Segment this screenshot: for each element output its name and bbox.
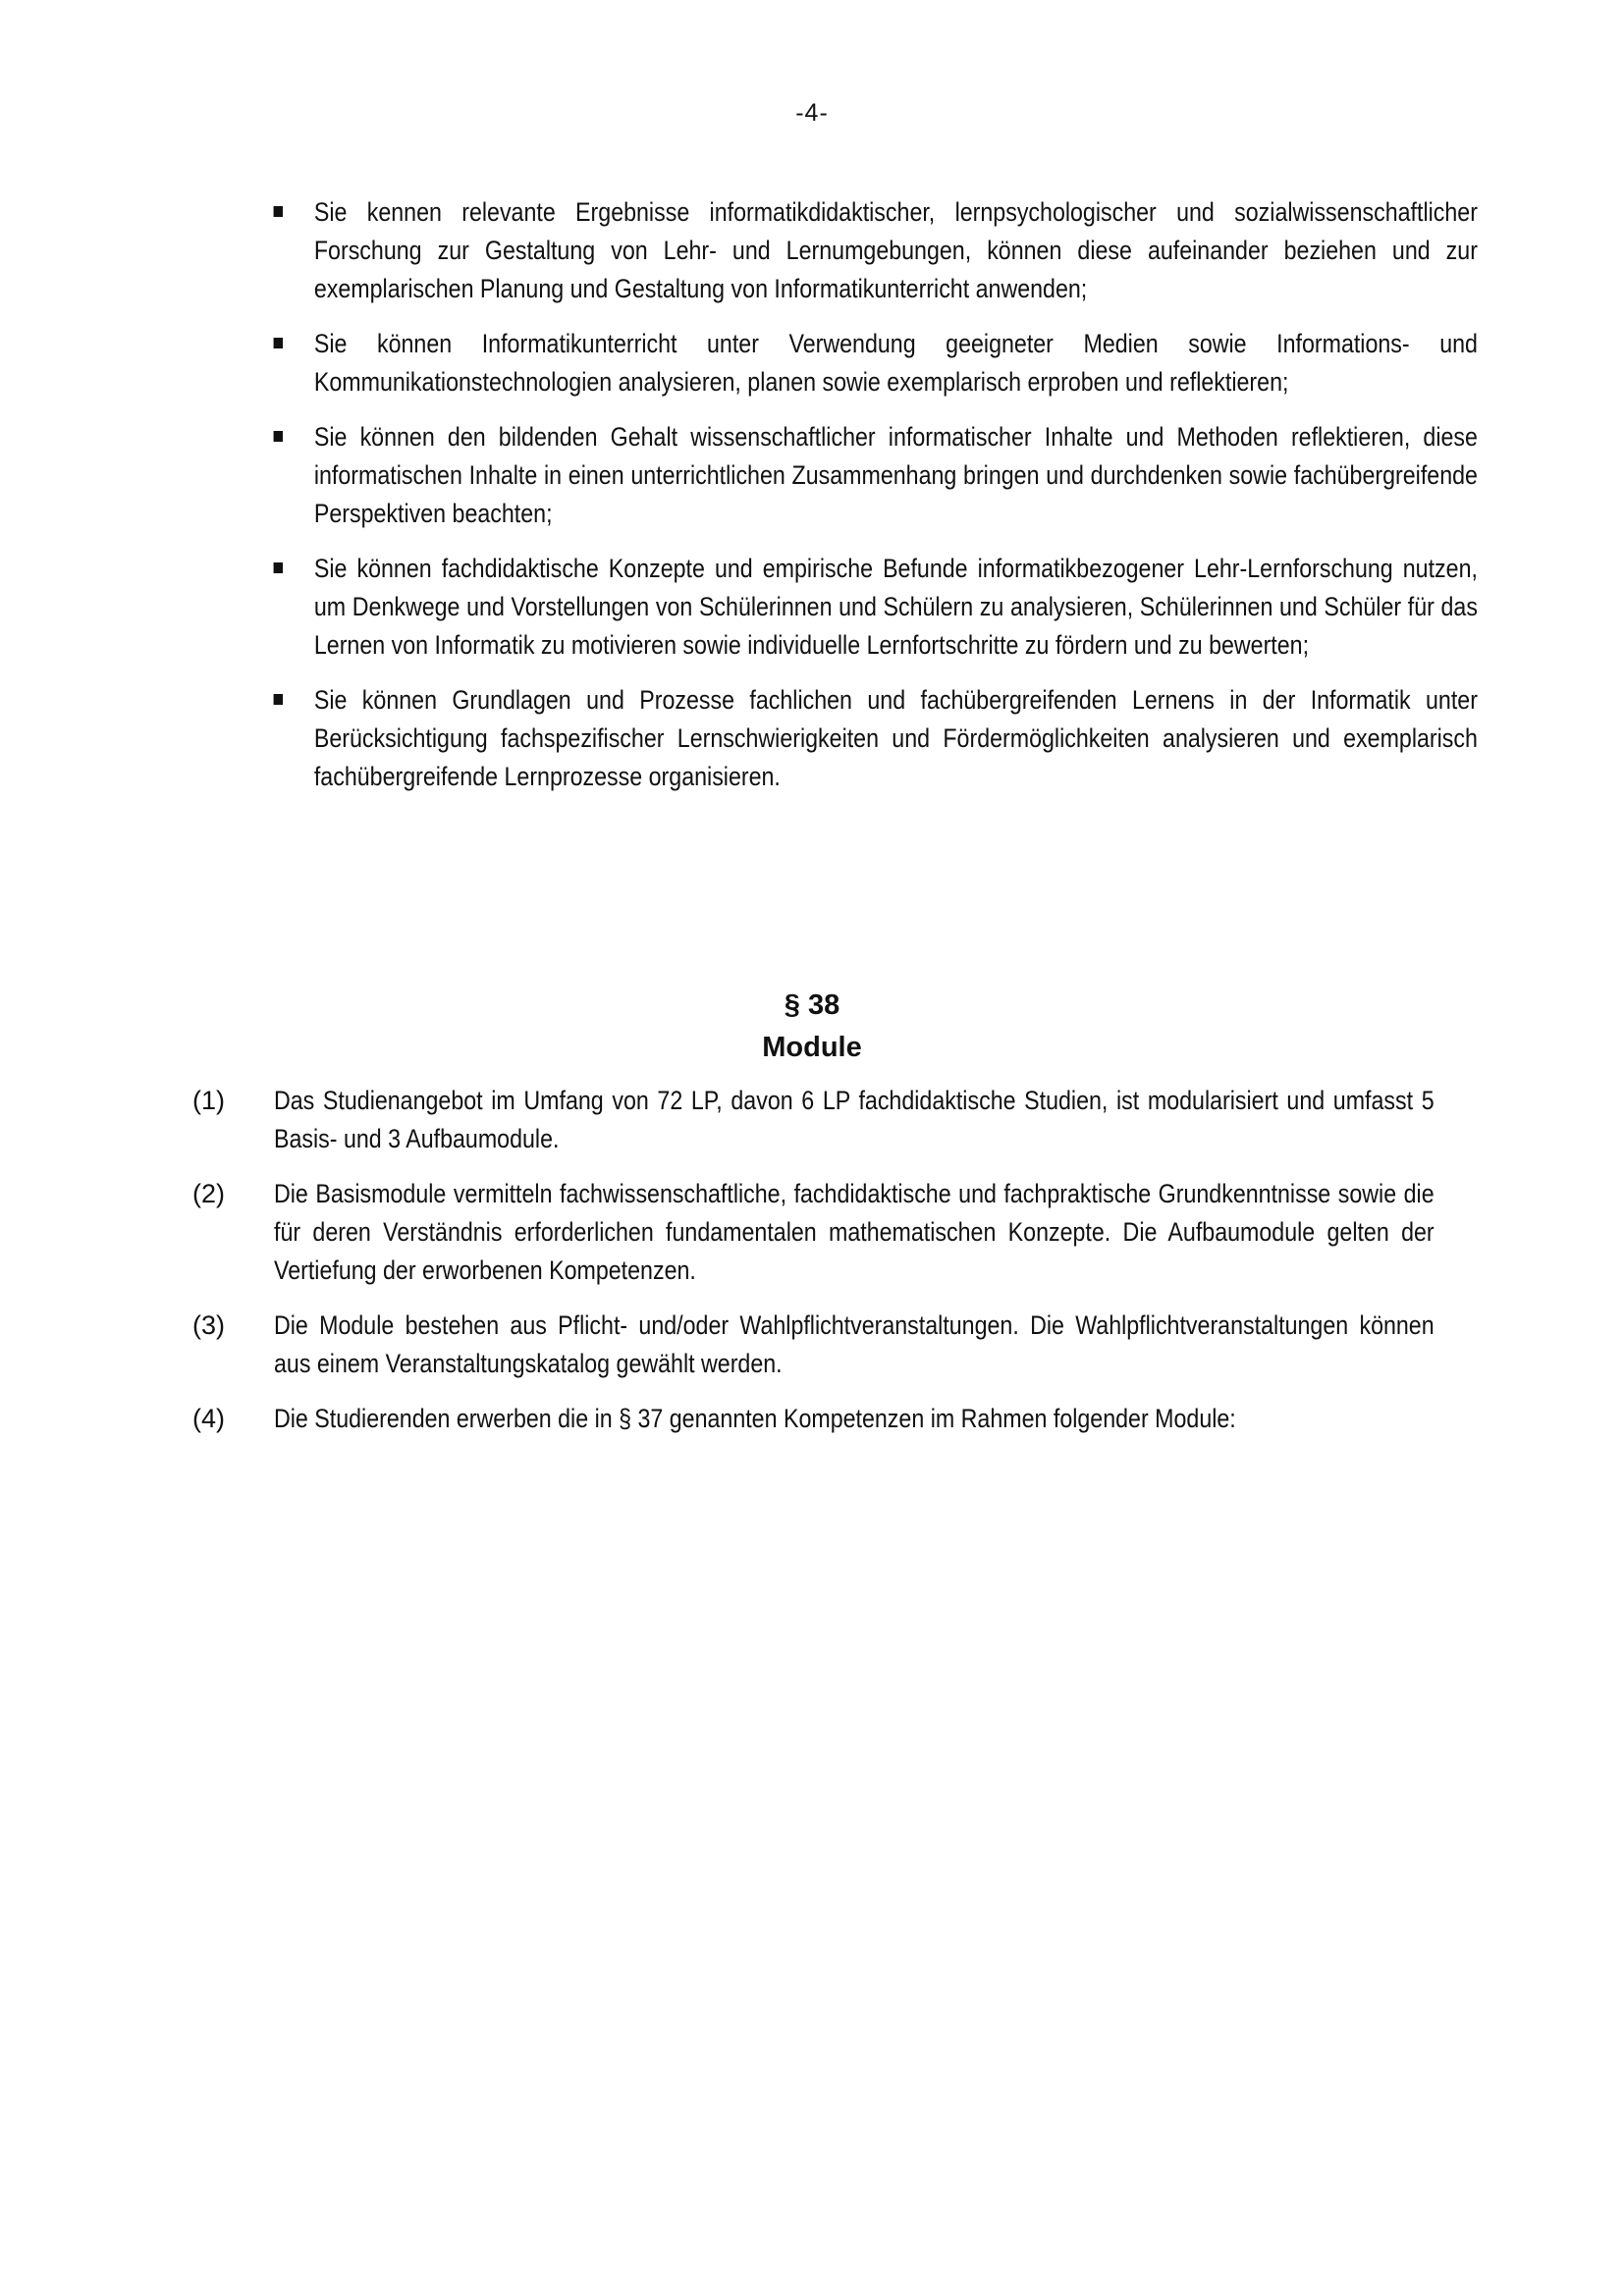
paragraph-number: (1) (192, 1086, 225, 1115)
paragraph-text: Die Module bestehen aus Pflicht- und/oder Wahlpflichtveranstaltungen. Die Wahlpflichtveranstaltungen können aus einem Veranstaltungskatalog gewählt werden. (274, 1310, 1435, 1378)
competence-item (271, 418, 1478, 533)
square-bullet-icon (274, 562, 283, 573)
paragraph-number: (2) (192, 1179, 225, 1208)
paragraph-item (192, 1082, 1435, 1158)
paragraph-text: Die Basismodule vermitteln fachwissenschaftliche, fachdidaktische und fachpraktische Grundkenntnisse sowie die für deren Verständnis erforderlichen fundamentalen mathematischen Konzepte. Die Aufbaumodule gelten der Vertiefung der erworbenen Kompetenzen. (274, 1179, 1435, 1285)
paragraph-list (192, 1082, 1435, 1455)
section-number: § 38 (784, 989, 840, 1021)
paragraph-item (192, 1307, 1435, 1383)
square-bullet-icon (274, 206, 283, 217)
section-title: Module (762, 1032, 862, 1063)
page-number: -4- (795, 99, 829, 127)
paragraph-item (192, 1400, 1435, 1438)
competence-text: Sie können den bildenden Gehalt wissenschaftlicher informatischer Inhalte und Methoden reflektieren, diese informatischen Inhalte in einen unterrichtlichen Zusammenhang bringen und durchdenken sowie fachübergreifende Perspektiven beachten; (313, 422, 1478, 528)
competence-text: Sie können fachdidaktische Konzepte und empirische Befunde informatikbezogener Lehr-Lernforschung nutzen, um Denkwege und Vorstellungen von Schülerinnen und Schülern zu analysieren, Schülerinnen und Schüler für das Lernen von Informatik zu motivieren sowie individuelle Lernfortschritte zu fördern und zu bewerten; (313, 554, 1478, 660)
paragraph-number: (4) (192, 1404, 225, 1433)
competence-item (271, 193, 1478, 308)
competence-list (271, 193, 1478, 813)
competence-item (271, 550, 1478, 665)
paragraph-number: (3) (192, 1310, 225, 1340)
paragraph-text: Die Studierenden erwerben die in § 37 genannten Kompetenzen im Rahmen folgender Module: (274, 1404, 1236, 1433)
square-bullet-icon (274, 431, 283, 442)
paragraph-text: Das Studienangebot im Umfang von 72 LP, davon 6 LP fachdidaktische Studien, ist modularisiert und umfasst 5 Basis- und 3 Aufbaumodule. (274, 1086, 1435, 1153)
square-bullet-icon (274, 694, 283, 705)
competence-text: Sie können Informatikunterricht unter Verwendung geeigneter Medien sowie Informations- und Kommunikationstechnologien analysieren, planen sowie exemplarisch erproben und reflektieren; (313, 329, 1478, 397)
paragraph-item (192, 1175, 1435, 1290)
competence-text: Sie können Grundlagen und Prozesse fachlichen und fachübergreifenden Lernens in der Informatik unter Berücksichtigung fachspezifischer Lernschwierigkeiten und Fördermöglichkeiten analysieren und exemplarisch fachübergreifende Lernprozesse organisieren. (313, 685, 1478, 791)
competence-text: Sie kennen relevante Ergebnisse informatikdidaktischer, lernpsychologischer und sozialwissenschaftlicher Forschung zur Gestaltung von Lehr- und Lernumgebungen, können diese aufeinander beziehen und zur exemplarischen Planung und Gestaltung von Informatikunterricht anwenden; (313, 197, 1478, 303)
section-heading (0, 985, 1624, 1069)
competence-item (271, 681, 1478, 796)
competence-item (271, 325, 1478, 401)
square-bullet-icon (274, 338, 283, 348)
